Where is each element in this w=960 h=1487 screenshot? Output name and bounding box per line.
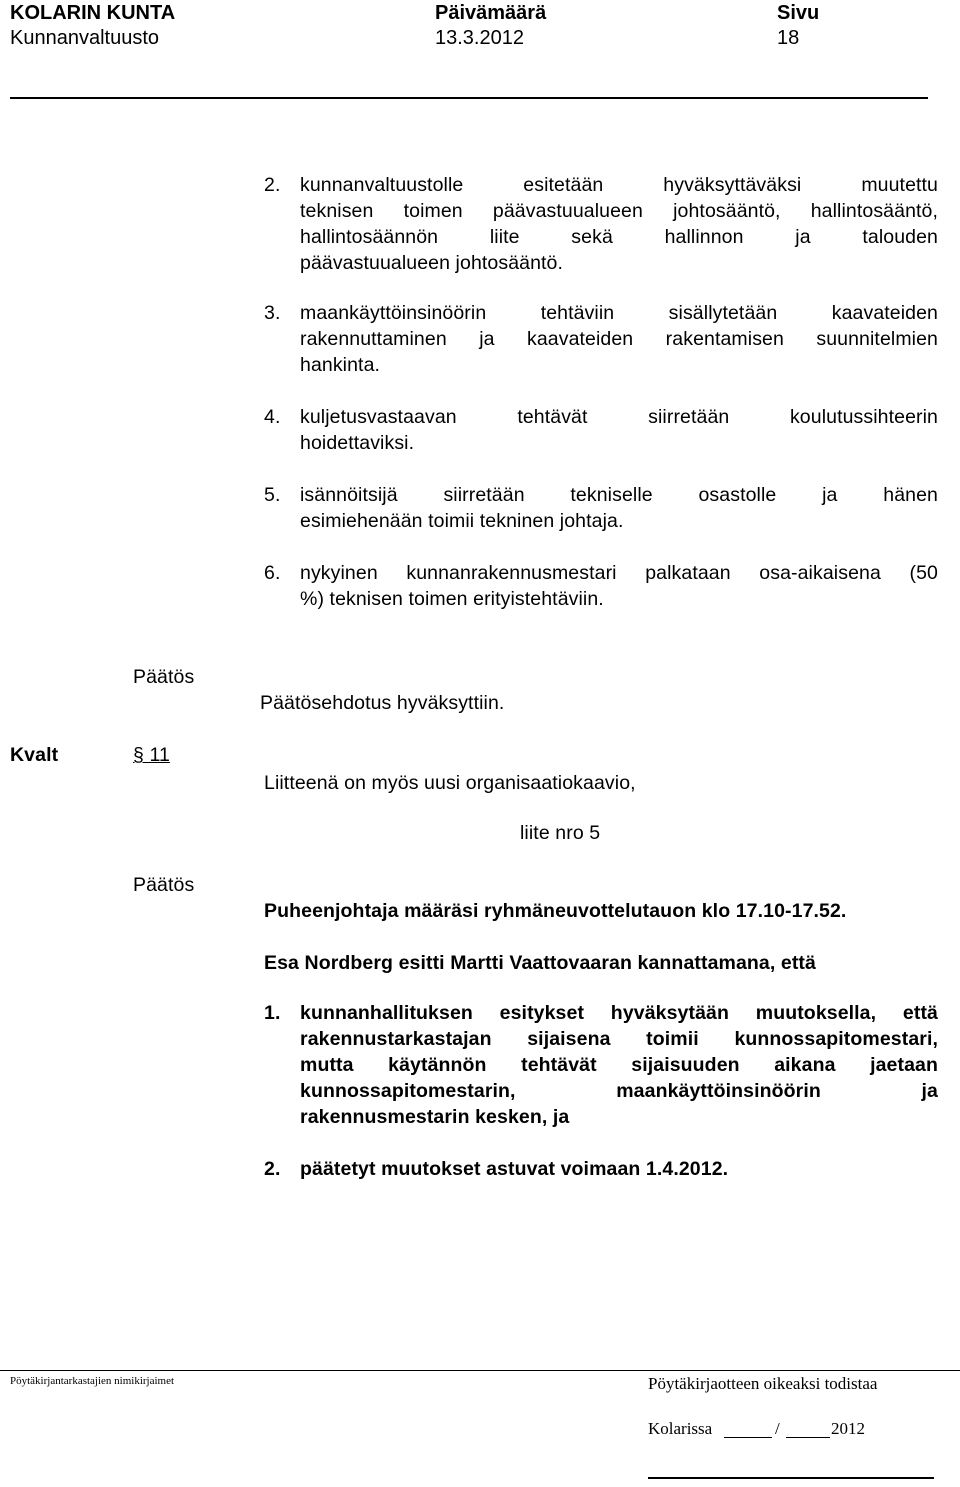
item-line: maankäyttöinsinöörin tehtäviin sisällytetään kaavateiden [300,302,938,324]
item-line: mutta käytännön tehtävät sijaisuuden aikana jaetaan [300,1054,938,1076]
list-item [300,404,938,456]
item-line: rakennuttaminen ja kaavateiden rakentamisen suunnitelmien [300,328,938,350]
attachment-ref: liite nro 5 [520,822,601,844]
item-number: 4. [264,406,281,428]
item-line: kunnossapitomestarin, maankäyttöinsinöörin ja [300,1080,938,1102]
item-number: 6. [264,562,281,584]
item-line: nykyinen kunnanrakennusmestari palkataan osa-aikaisena (50 [300,562,938,584]
decision-label: Päätös [133,874,195,896]
item-line: teknisen toimen päävastuualueen johtosääntö, hallintosääntö, [300,200,938,222]
decision-text: Päätösehdotus hyväksyttiin. [260,692,505,714]
item-number: 2. [264,1158,281,1180]
org-name: KOLARIN KUNTA [10,2,176,24]
date-label: Päivämäärä [435,2,547,24]
list-item [300,482,938,534]
break-text: Puheenjohtaja määräsi ryhmäneuvottelutauon klo 17.10-17.52. [264,900,847,922]
item-line: kunnanhallituksen esitykset hyväksytään muutoksella, että [300,1002,938,1024]
page-number: 18 [777,27,800,49]
body-name: Kunnanvaltuusto [10,27,160,49]
item-line: rakennustarkastajan sijaisena toimii kunnossapitomestari, [300,1028,938,1050]
list-item [300,1156,938,1182]
footer-certify-label: Pöytäkirjaotteen oikeaksi todistaa [648,1374,878,1393]
item-line: hallintosäännön liite sekä hallinnon ja talouden [300,226,938,248]
list-item [300,300,938,378]
list-item [300,172,938,276]
item-number: 3. [264,302,281,324]
item-line: päätetyt muutokset astuvat voimaan 1.4.2012. [300,1158,729,1180]
page-label: Sivu [777,2,820,24]
footer-rule [0,1370,960,1371]
item-line: hankinta. [300,354,381,376]
item-line: hoidettaviksi. [300,432,415,454]
meeting-date: 13.3.2012 [435,27,524,49]
header-rule [10,97,928,99]
item-line: esimiehenään toimii tekninen johtaja. [300,510,624,532]
item-number: 1. [264,1002,281,1024]
item-line: isännöitsijä siirretään tekniselle osastolle ja hänen [300,484,938,506]
signature-line [648,1477,934,1479]
list-item [300,560,938,612]
footer-initials-label: Pöytäkirjantarkastajien nimikirjaimet [10,1375,175,1387]
list-item [300,1000,938,1130]
item-line: rakennusmestarin kesken, ja [300,1106,570,1128]
footer-year: 2012 [831,1419,865,1438]
item-line: päävastuualueen johtosääntö. [300,252,564,274]
attachment-text: Liitteenä on myös uusi organisaatiokaavio, [264,772,636,794]
day-blank [724,1437,772,1438]
proposal-intro: Esa Nordberg esitti Martti Vaattovaaran kannattamana, että [264,952,816,974]
item-line: kunnanvaltuustolle esitetään hyväksyttäväksi muutettu [300,174,938,196]
kvalt-label: Kvalt [10,744,59,766]
section-number: § 11 [133,744,170,766]
item-number: 5. [264,484,281,506]
month-blank [786,1437,830,1438]
decision-label: Päätös [133,666,195,688]
footer-place: Kolarissa [648,1419,713,1438]
footer-slash: / [775,1419,780,1438]
item-number: 2. [264,174,281,196]
item-line: %) teknisen toimen erityistehtäviin. [300,588,604,610]
item-line: kuljetusvastaavan tehtävät siirretään koulutussihteerin [300,406,938,428]
